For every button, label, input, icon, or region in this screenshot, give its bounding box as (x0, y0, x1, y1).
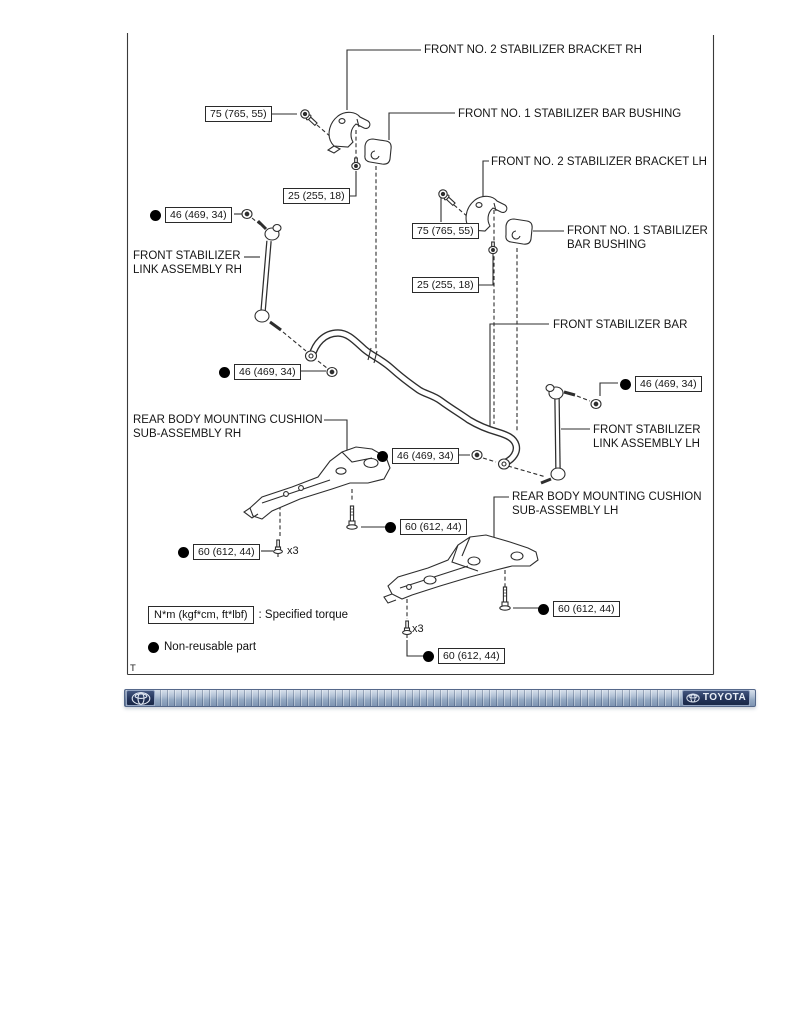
torque-callout-60-cushion-rh-bolt (385, 519, 467, 535)
torque-callout-75-rh (205, 106, 272, 122)
torque-callout-46-link-rh-top (150, 207, 232, 223)
non-reusable-bullet-icon (377, 451, 388, 462)
torque-callout-46-link-lh-top (620, 376, 702, 392)
torque-value-box: 75 (765, 55) (412, 223, 479, 239)
non-reusable-bullet-icon (150, 210, 161, 221)
torque-value-box: 75 (765, 55) (205, 106, 272, 122)
legend-torque (148, 606, 348, 624)
label-cushion-rh (133, 413, 323, 441)
non-reusable-bullet-icon (178, 547, 189, 558)
bolt-bracket-rh (299, 108, 319, 127)
toyota-wordmark-box (682, 690, 750, 706)
cushion-rh-drawing (244, 447, 390, 519)
label-cushion-lh (512, 490, 702, 518)
multiplier-x3-rh: x3 (287, 545, 299, 557)
torque-value-box: 25 (255, 18) (412, 277, 479, 293)
bushing-lh-drawing (506, 219, 532, 244)
bolt-cushion-lh (500, 587, 510, 610)
frame-corner-mark: T (130, 663, 136, 674)
nut-bar-right (472, 451, 482, 460)
label-link-lh-line2: LINK ASSEMBLY LH (593, 438, 700, 450)
nut-bar-left (327, 368, 337, 377)
torque-unit-box: N*m (kgf*cm, ft*lbf) (148, 606, 254, 624)
link-lh-drawing (541, 385, 575, 484)
non-reusable-bullet-icon (423, 651, 434, 662)
bolt-x3-lh (403, 621, 412, 638)
stud-nut-rh (352, 158, 360, 170)
label-bushing-lh (567, 224, 708, 252)
label-bushing-lh-line2: BAR BUSHING (567, 239, 647, 251)
torque-value-box: 46 (469, 34) (234, 364, 301, 380)
toyota-logo-icon (131, 692, 151, 705)
non-reusable-bullet-icon (385, 522, 396, 533)
non-reusable-bullet-icon (148, 642, 159, 653)
label-cushion-rh-line2: SUB-ASSEMBLY RH (133, 428, 242, 440)
torque-value-box: 60 (612, 44) (553, 601, 620, 617)
bracket-rh-drawing (328, 112, 370, 153)
label-bushing-top: FRONT NO. 1 STABILIZER BAR BUSHING (458, 108, 682, 120)
torque-value-box: 60 (612, 44) (400, 519, 467, 535)
toyota-footer-bar (124, 689, 756, 707)
torque-callout-25-lh (412, 277, 479, 293)
torque-value-box: 46 (469, 34) (392, 448, 459, 464)
non-reusable-note: Non-reusable part (164, 641, 257, 653)
link-rh-drawing (255, 221, 281, 330)
torque-callout-46-bar-left (219, 364, 301, 380)
label-cushion-rh-line1: REAR BODY MOUNTING CUSHION (133, 414, 323, 426)
legend-non-reusable (148, 641, 256, 653)
label-link-rh-line1: FRONT STABILIZER (133, 250, 241, 262)
non-reusable-bullet-icon (219, 367, 230, 378)
toyota-emblem-box (126, 690, 155, 706)
label-link-rh (133, 249, 242, 277)
toyota-wordmark: TOYOTA (702, 692, 747, 703)
non-reusable-bullet-icon (620, 379, 631, 390)
torque-value-box: 46 (469, 34) (635, 376, 702, 392)
label-link-rh-line2: LINK ASSEMBLY RH (133, 264, 242, 276)
toyota-logo-icon (686, 693, 700, 703)
label-cushion-lh-line1: REAR BODY MOUNTING CUSHION (512, 491, 702, 503)
label-link-lh-line1: FRONT STABILIZER (593, 424, 701, 436)
torque-note: : Specified torque (258, 609, 349, 621)
bolt-x3-rh (274, 540, 283, 557)
bolt-bracket-lh (437, 188, 457, 207)
label-cushion-lh-line2: SUB-ASSEMBLY LH (512, 505, 619, 517)
nut-link-lh-top (591, 400, 601, 409)
torque-callout-46-bar-right (377, 448, 459, 464)
torque-callout-75-lh (412, 223, 479, 239)
torque-callout-60-cushion-lh-x3 (423, 648, 505, 664)
torque-value-box: 25 (255, 18) (283, 188, 350, 204)
torque-callout-25-rh (283, 188, 350, 204)
torque-callout-60-cushion-lh-bolt (538, 601, 620, 617)
label-stabilizer-bar: FRONT STABILIZER BAR (553, 319, 688, 331)
multiplier-x3-lh: x3 (412, 623, 424, 635)
label-bushing-lh-line1: FRONT NO. 1 STABILIZER (567, 225, 708, 237)
bolt-cushion-rh (347, 506, 357, 529)
nut-link-rh-top (242, 210, 252, 219)
stud-nut-lh (489, 242, 497, 254)
torque-value-box: 60 (612, 44) (438, 648, 505, 664)
torque-value-box: 60 (612, 44) (193, 544, 260, 560)
bushing-rh-drawing (365, 139, 391, 164)
label-bracket-rh: FRONT NO. 2 STABILIZER BRACKET RH (424, 44, 642, 56)
torque-value-box: 46 (469, 34) (165, 207, 232, 223)
leader-lines (234, 50, 618, 656)
torque-callout-60-cushion-rh-x3 (178, 544, 260, 560)
label-link-lh (593, 423, 701, 451)
label-bracket-lh: FRONT NO. 2 STABILIZER BRACKET LH (491, 156, 707, 168)
non-reusable-bullet-icon (538, 604, 549, 615)
cushion-lh-drawing (384, 535, 538, 603)
